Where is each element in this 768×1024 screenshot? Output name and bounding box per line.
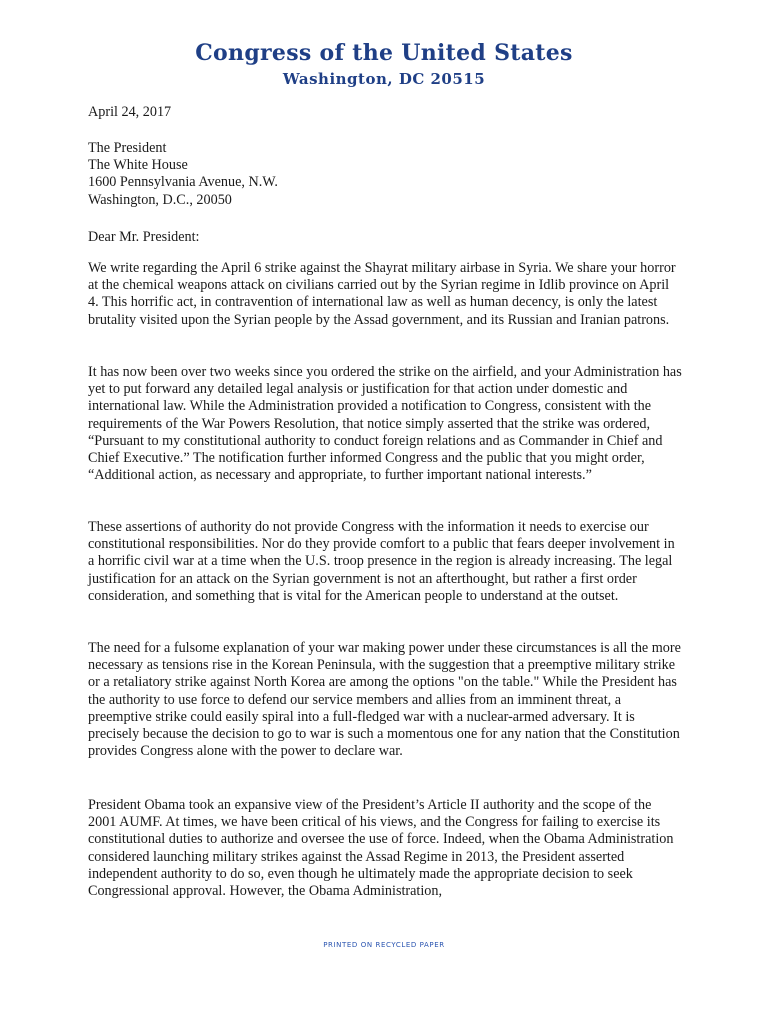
letterhead-title: Congress of the United States <box>195 40 573 66</box>
recipient-address <box>88 140 683 209</box>
body-paragraph: We write regarding the April 6 strike against the Shayrat military airbase in Syria. We share your horror at the chemical weapons attack on civilians carried out by the Syrian regime in Idlib province on April 4. This horrific act, in contravention of international law as well as human decency, is only the latest brutality visited upon the Syrian people by the Assad government, and its Russian and Iranian patrons. <box>88 260 676 328</box>
recipient-line: The White House <box>88 157 188 174</box>
body-paragraph: President Obama took an expansive view of the President’s Article II authority and the scope of the 2001 AUMF. At times, we have been critical of his views, and the Congress for failing to exercise its constitutional duties to authorize and oversee the use of force. Indeed, when the Obama Administration considered launching military strikes against the Assad Regime in 2013, the President asserted independent authority to do so, even though he ultimately made the appropriate decision to seek Congressional approval. However, the Obama Administration, <box>88 797 674 900</box>
recipient-line: Washington, D.C., 20050 <box>88 191 232 208</box>
salutation: Dear Mr. President: <box>88 229 200 245</box>
letter-date: April 24, 2017 <box>88 104 172 120</box>
body-paragraph: It has now been over two weeks since you ordered the strike on the airfield, and your Administration has yet to put forward any detailed legal analysis or justification for that action under domestic and international law. While the Administration provided a notification to Congress, consistent with the requirements of the War Powers Resolution, that notice simply asserted that the strike was ordered, “Pursuant to my constitutional authority to conduct foreign relations and as Commander in Chief and Chief Executive.” The notification further informed Congress and the public that you might order, “Additional action, as necessary and appropriate, to further important national interests.” <box>88 364 682 484</box>
body-paragraph: The need for a fulsome explanation of your war making power under these circumstances is all the more necessary as tensions rise in the Korean Peninsula, with the suggestion that a preemptive military strike or a retaliatory strike against North Korea are among the options "on the table." While the President has the authority to use force to defend our service members and allies from an imminent threat, a preemptive strike could easily spiral into a full-fledged war with a nuclear-armed adversary. It is precisely because the decision to go to war is such a momentous one for any nation that the Constitution provides Congress alone with the power to declare war. <box>88 640 681 760</box>
recipient-line: 1600 Pennsylvania Avenue, N.W. <box>88 174 278 191</box>
recipient-line: The President <box>88 140 167 156</box>
recycled-paper-footer: PRINTED ON RECYCLED PAPER <box>323 941 445 949</box>
letterhead-address: Washington, DC 20515 <box>282 70 486 88</box>
body-paragraph: These assertions of authority do not provide Congress with the information it needs to exercise our constitutional responsibilities. Nor do they provide comfort to a public that fears deeper involvement in a horrific civil war at a time when the U.S. troop presence in the region is already increasing. The legal justification for an attack on the Syrian government is not an afterthought, but rather a first order consideration, and something that is vital for the American people to understand at the outset. <box>88 519 675 604</box>
